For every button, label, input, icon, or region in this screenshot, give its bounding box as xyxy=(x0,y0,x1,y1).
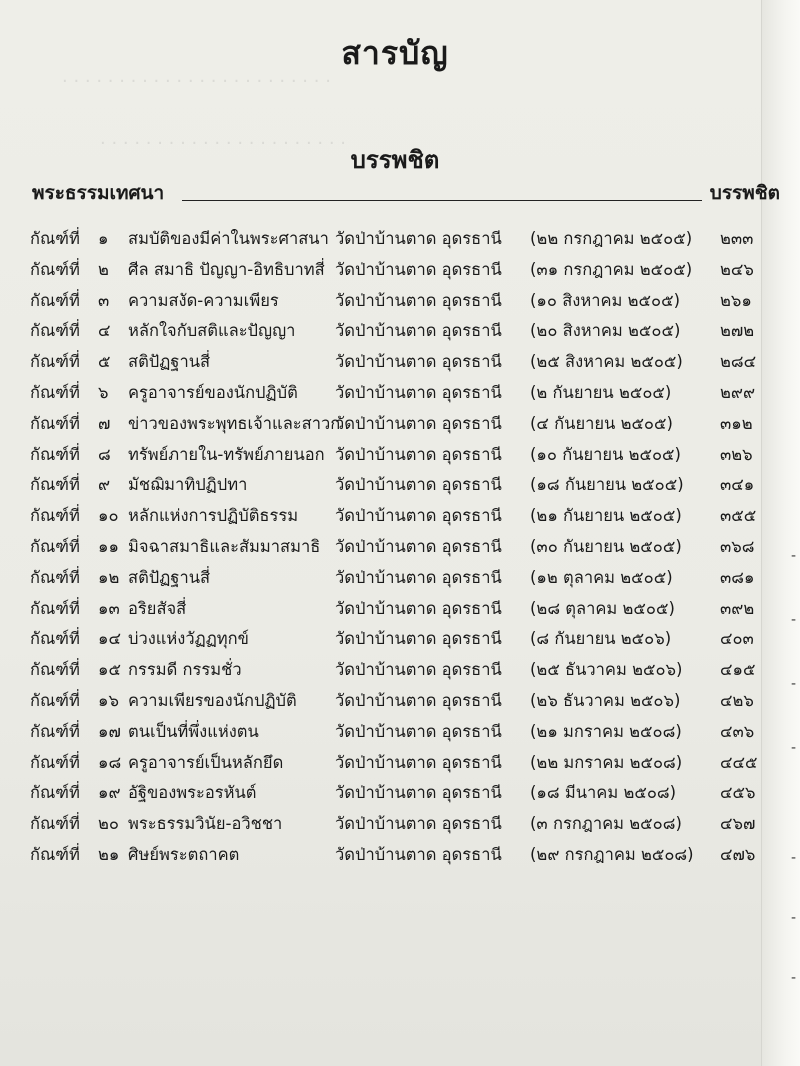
entry-title: หลักแห่งการปฏิบัติธรรม xyxy=(128,506,299,526)
toc-entry[interactable] xyxy=(30,776,790,807)
entry-place: วัดป่าบ้านตาด อุดรธานี xyxy=(335,352,502,372)
header-category-label: บรรพชิต xyxy=(709,182,780,204)
section-title: บรรพชิต xyxy=(350,146,440,174)
entry-date: (๒๖ ธันวาคม ๒๕๐๖) xyxy=(530,690,681,710)
entry-page-number: ๒๘๔ xyxy=(720,352,757,372)
entry-date: (๑๘ กันยายน ๒๕๐๕) xyxy=(530,475,684,495)
entry-label: กัณฑ์ที่ xyxy=(30,598,80,618)
entry-date: (๒๑ มกราคม ๒๕๐๘) xyxy=(530,721,682,741)
entry-page-number: ๒๗๒ xyxy=(720,321,755,341)
entry-label: กัณฑ์ที่ xyxy=(30,536,80,556)
toc-entry[interactable] xyxy=(30,684,790,715)
entry-page-number: ๓๕๕ xyxy=(720,506,757,526)
entry-date: (๒๘ ตุลาคม ๒๕๐๕) xyxy=(530,598,675,618)
bleed-through-text: . . . . . . . . . . . . . . . . . . . . . . . . xyxy=(62,66,331,87)
toc-entry[interactable] xyxy=(30,314,790,345)
entry-number: ๘ xyxy=(98,444,111,464)
entry-number: ๑๓ xyxy=(98,598,120,618)
entry-place: วัดป่าบ้านตาด อุดรธานี xyxy=(335,844,502,864)
toc-list xyxy=(30,222,790,869)
entry-date: (๔ กันยายน ๒๕๐๕) xyxy=(530,413,673,433)
entry-number: ๑ xyxy=(98,229,109,248)
entry-place: วัดป่าบ้านตาด อุดรธานี xyxy=(335,721,502,741)
entry-page-number: ๔๕๖ xyxy=(720,783,756,803)
entry-number: ๑๘ xyxy=(98,752,122,772)
entry-page-number: ๒๙๙ xyxy=(720,382,756,402)
entry-date: (๒๒ กรกฎาคม ๒๕๐๕) xyxy=(530,229,693,248)
entry-title: หลักใจกับสติและปัญญา xyxy=(128,321,296,341)
entry-date: (๒๕ ธันวาคม ๒๕๐๖) xyxy=(530,660,683,680)
entry-page-number: ๔๖๗ xyxy=(720,814,756,834)
entry-date: (๒๙ กรกฎาคม ๒๕๐๘) xyxy=(530,844,694,864)
entry-title: อริยสัจสี่ xyxy=(128,598,187,618)
entry-number: ๑๒ xyxy=(98,567,120,587)
header-sermons-label: พระธรรมเทศนา xyxy=(32,182,165,204)
entry-title: อัฐิของพระอรหันต์ xyxy=(128,783,257,803)
toc-entry[interactable] xyxy=(30,561,790,592)
entry-page-number: ๓๙๒ xyxy=(720,598,755,618)
entry-title: ศีล สมาธิ ปัญญา-อิทธิบาทสี่ xyxy=(128,259,325,279)
entry-label: กัณฑ์ที่ xyxy=(30,229,80,248)
entry-date: (๒๐ สิงหาคม ๒๕๐๕) xyxy=(530,321,681,341)
entry-title: มัชฌิมาทิปฏิปทา xyxy=(128,475,248,495)
page-title: สารบัญ xyxy=(341,34,449,72)
toc-entry[interactable] xyxy=(30,222,790,253)
toc-entry[interactable] xyxy=(30,499,790,530)
entry-title: มิจฉาสมาธิและสัมมาสมาธิ xyxy=(128,536,321,556)
toc-entry[interactable] xyxy=(30,530,790,561)
entry-number: ๓ xyxy=(98,290,110,310)
entry-title: ความสงัด-ความเพียร xyxy=(128,290,279,310)
edge-mark: - xyxy=(790,676,796,692)
toc-entry[interactable] xyxy=(30,622,790,653)
toc-entry[interactable] xyxy=(30,376,790,407)
entry-date: (๑๐ กันยายน ๒๕๐๕) xyxy=(530,444,681,464)
entry-title: ตนเป็นที่พึ่งแห่งตน xyxy=(128,721,259,741)
toc-entry[interactable] xyxy=(30,438,790,469)
entry-date: (๒๕ สิงหาคม ๒๕๐๕) xyxy=(530,352,683,372)
entry-title: ทรัพย์ภายใน-ทรัพย์ภายนอก xyxy=(128,444,325,464)
toc-entry[interactable] xyxy=(30,345,790,376)
entry-place: วัดป่าบ้านตาด อุดรธานี xyxy=(335,629,502,649)
entry-page-number: ๓๑๒ xyxy=(720,413,753,433)
entry-number: ๑๗ xyxy=(98,721,121,741)
entry-place: วัดป่าบ้านตาด อุดรธานี xyxy=(335,229,502,248)
entry-date: (๘ กันยายน ๒๕๐๖) xyxy=(530,629,672,649)
entry-label: กัณฑ์ที่ xyxy=(30,567,80,587)
entry-date: (๑๘ มีนาคม ๒๕๐๘) xyxy=(530,783,677,803)
entry-page-number: ๔๑๕ xyxy=(720,660,756,680)
entry-place: วัดป่าบ้านตาด อุดรธานี xyxy=(335,259,502,279)
entry-page-number: ๒๔๖ xyxy=(720,259,754,279)
entry-number: ๑๕ xyxy=(98,660,121,680)
entry-place: วัดป่าบ้านตาด อุดรธานี xyxy=(335,598,502,618)
entry-date: (๓ กรกฎาคม ๒๕๐๘) xyxy=(530,814,682,834)
entry-place: วัดป่าบ้านตาด อุดรธานี xyxy=(335,413,502,433)
entry-page-number: ๒๖๑ xyxy=(720,290,752,310)
entry-number: ๑๑ xyxy=(98,536,119,556)
entry-label: กัณฑ์ที่ xyxy=(30,352,80,372)
entry-title: ความเพียรของนักปฏิบัติ xyxy=(128,690,297,710)
entry-label: กัณฑ์ที่ xyxy=(30,721,80,741)
entry-title: สติปัฏฐานสี่ xyxy=(128,352,211,372)
toc-entry[interactable] xyxy=(30,468,790,499)
entry-number: ๒ xyxy=(98,259,109,279)
entry-date: (๓๑ กรกฎาคม ๒๕๐๕) xyxy=(530,259,693,279)
entry-date: (๒๒ มกราคม ๒๕๐๘) xyxy=(530,752,683,772)
entry-place: วัดป่าบ้านตาด อุดรธานี xyxy=(335,752,502,772)
entry-title: ข่าวของพระพุทธเจ้าและสาวก xyxy=(128,413,341,433)
toc-entry[interactable] xyxy=(30,807,790,838)
toc-entry[interactable] xyxy=(30,715,790,746)
entry-place: วัดป่าบ้านตาด อุดรธานี xyxy=(335,814,502,834)
entry-number: ๑๖ xyxy=(98,690,119,710)
entry-number: ๖ xyxy=(98,382,109,402)
entry-page-number: ๔๗๖ xyxy=(720,844,756,864)
entry-title: สติปัฏฐานสี่ xyxy=(128,567,211,587)
entry-date: (๑๒ ตุลาคม ๒๕๐๕) xyxy=(530,567,673,587)
entry-label: กัณฑ์ที่ xyxy=(30,783,80,803)
edge-mark: - xyxy=(790,910,796,926)
entry-number: ๙ xyxy=(98,475,111,495)
entry-number: ๒๑ xyxy=(98,844,120,864)
entry-page-number: ๔๓๖ xyxy=(720,721,755,741)
entry-date: (๒ กันยายน ๒๕๐๕) xyxy=(530,382,672,402)
bleed-through-text: . . . . . . . . . . . . . . . . . . . . . . xyxy=(100,128,347,149)
entry-title: บ่วงแห่งวัฏฏทุกข์ xyxy=(128,629,249,649)
toc-entry[interactable] xyxy=(30,407,790,438)
entry-place: วัดป่าบ้านตาด อุดรธานี xyxy=(335,382,502,402)
edge-mark: - xyxy=(790,740,796,756)
entry-label: กัณฑ์ที่ xyxy=(30,506,80,526)
entry-title: สมบัติของมีค่าในพระศาสนา xyxy=(128,229,329,248)
entry-label: กัณฑ์ที่ xyxy=(30,814,80,834)
entry-place: วัดป่าบ้านตาด อุดรธานี xyxy=(335,321,502,341)
toc-entry[interactable] xyxy=(30,838,790,869)
entry-number: ๕ xyxy=(98,352,111,372)
entry-place: วัดป่าบ้านตาด อุดรธานี xyxy=(335,444,502,464)
entry-label: กัณฑ์ที่ xyxy=(30,844,80,864)
entry-label: กัณฑ์ที่ xyxy=(30,259,80,279)
entry-label: กัณฑ์ที่ xyxy=(30,382,80,402)
edge-mark: - xyxy=(790,970,796,986)
entry-place: วัดป่าบ้านตาด อุดรธานี xyxy=(335,690,502,710)
header-underline xyxy=(182,200,702,201)
entry-label: กัณฑ์ที่ xyxy=(30,475,80,495)
entry-title: พระธรรมวินัย-อวิชชา xyxy=(128,814,283,834)
entry-place: วัดป่าบ้านตาด อุดรธานี xyxy=(335,536,502,556)
entry-number: ๔ xyxy=(98,321,111,341)
entry-page-number: ๓๔๑ xyxy=(720,475,755,495)
entry-page-number: ๔๔๕ xyxy=(720,752,758,772)
entry-page-number: ๓๖๘ xyxy=(720,536,755,556)
entry-date: (๑๐ สิงหาคม ๒๕๐๕) xyxy=(530,290,681,310)
entry-title: กรรมดี กรรมชั่ว xyxy=(128,660,242,680)
entry-number: ๑๔ xyxy=(98,629,121,649)
entry-place: วัดป่าบ้านตาด อุดรธานี xyxy=(335,567,502,587)
entry-number: ๒๐ xyxy=(98,814,119,834)
entry-label: กัณฑ์ที่ xyxy=(30,660,80,680)
entry-title: ครูอาจารย์ของนักปฏิบัติ xyxy=(128,382,298,402)
entry-page-number: ๔๐๓ xyxy=(720,629,754,649)
toc-entry[interactable] xyxy=(30,284,790,315)
toc-entry[interactable] xyxy=(30,746,790,777)
entry-label: กัณฑ์ที่ xyxy=(30,321,80,341)
edge-mark: - xyxy=(790,850,796,866)
entry-page-number: ๓๘๑ xyxy=(720,567,755,587)
entry-page-number: ๔๒๖ xyxy=(720,690,754,710)
entry-date: (๒๑ กันยายน ๒๕๐๕) xyxy=(530,506,682,526)
entry-title: ศิษย์พระตถาคต xyxy=(128,844,240,864)
entry-label: กัณฑ์ที่ xyxy=(30,290,80,310)
entry-date: (๓๐ กันยายน ๒๕๐๕) xyxy=(530,536,682,556)
toc-entry[interactable] xyxy=(30,253,790,284)
entry-label: กัณฑ์ที่ xyxy=(30,413,80,433)
entry-label: กัณฑ์ที่ xyxy=(30,629,80,649)
toc-entry[interactable] xyxy=(30,653,790,684)
entry-place: วัดป่าบ้านตาด อุดรธานี xyxy=(335,783,502,803)
edge-mark: - xyxy=(790,612,796,628)
entry-place: วัดป่าบ้านตาด อุดรธานี xyxy=(335,506,502,526)
entry-place: วัดป่าบ้านตาด อุดรธานี xyxy=(335,660,502,680)
entry-page-number: ๓๒๖ xyxy=(720,444,753,464)
toc-entry[interactable] xyxy=(30,592,790,623)
entry-place: วัดป่าบ้านตาด อุดรธานี xyxy=(335,475,502,495)
entry-number: ๗ xyxy=(98,413,111,433)
entry-label: กัณฑ์ที่ xyxy=(30,752,80,772)
toc-header xyxy=(32,178,780,206)
entry-place: วัดป่าบ้านตาด อุดรธานี xyxy=(335,290,502,310)
entry-page-number: ๒๓๓ xyxy=(720,229,754,248)
entry-label: กัณฑ์ที่ xyxy=(30,690,80,710)
entry-number: ๑๐ xyxy=(98,506,119,526)
entry-title: ครูอาจารย์เป็นหลักยึด xyxy=(128,752,284,772)
entry-label: กัณฑ์ที่ xyxy=(30,444,80,464)
entry-number: ๑๙ xyxy=(98,783,121,803)
edge-mark: - xyxy=(790,548,796,564)
